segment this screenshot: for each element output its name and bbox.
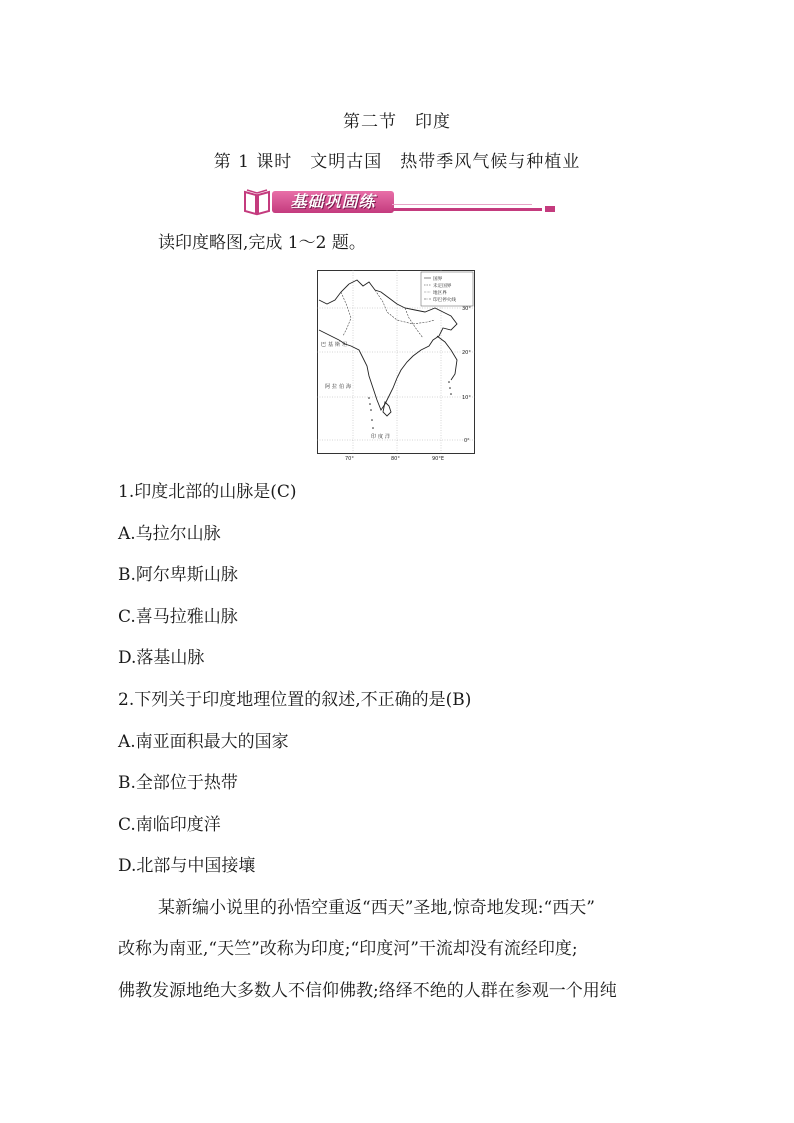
intro-text: 读印度略图,完成 1～2 题。 <box>158 233 366 253</box>
lat-label: 10° <box>462 395 471 401</box>
question-2-option-c: C.南临印度洋 <box>118 815 221 835</box>
lesson-title: 第 1 课时 文明古国 热带季风气候与种植业 <box>213 152 581 172</box>
legend-item: 地区界 <box>433 291 447 296</box>
question-2-option-b: B.全部位于热带 <box>118 773 238 793</box>
lat-label: 30° <box>462 306 471 312</box>
question-1-option-b: B.阿尔卑斯山脉 <box>118 565 238 585</box>
lat-label: 0° <box>464 438 470 444</box>
lon-label: 70° <box>345 456 354 460</box>
banner-underline-thin <box>392 204 532 205</box>
india-sketch-map <box>317 270 475 460</box>
practice-banner <box>242 186 557 218</box>
passage-line: 改称为南亚,“天竺”改称为印度;“印度河”干流却没有流经印度; <box>118 939 578 959</box>
sea-label: 阿拉伯海 <box>325 384 354 390</box>
passage-line: 某新编小说里的孙悟空重返“西天”圣地,惊奇地发现:“西天” <box>158 898 595 918</box>
sea-label: 印度洋 <box>371 434 393 440</box>
question-2-stem: 2.下列关于印度地理位置的叙述,不正确的是(B) <box>118 690 472 710</box>
legend-item: 印巴停火线 <box>433 298 456 303</box>
banner-underline <box>392 208 542 211</box>
region-label: 巴基斯坦 <box>321 342 350 348</box>
book-icon <box>242 186 272 218</box>
question-1-option-a: A.乌拉尔山脉 <box>118 524 221 544</box>
legend-item: 未定国界 <box>433 284 452 289</box>
lon-label: 80° <box>391 456 400 460</box>
question-1-option-d: D.落基山脉 <box>118 648 205 668</box>
banner-end-mark <box>545 206 555 212</box>
question-2-option-a: A.南亚面积最大的国家 <box>118 732 289 752</box>
legend-item: 国界 <box>433 277 443 282</box>
question-2-option-d: D.北部与中国接壤 <box>118 856 256 876</box>
lon-label: 90°E <box>432 456 445 460</box>
banner-label: 基础巩固练 <box>272 191 394 213</box>
passage-line: 佛教发源地绝大多数人不信仰佛教;络绎不绝的人群在参观一个用纯 <box>118 981 617 1001</box>
section-title: 第二节 印度 <box>343 112 451 132</box>
question-1-option-c: C.喜马拉雅山脉 <box>118 607 238 627</box>
lat-label: 20° <box>462 350 471 356</box>
question-1-stem: 1.印度北部的山脉是(C) <box>118 482 297 502</box>
